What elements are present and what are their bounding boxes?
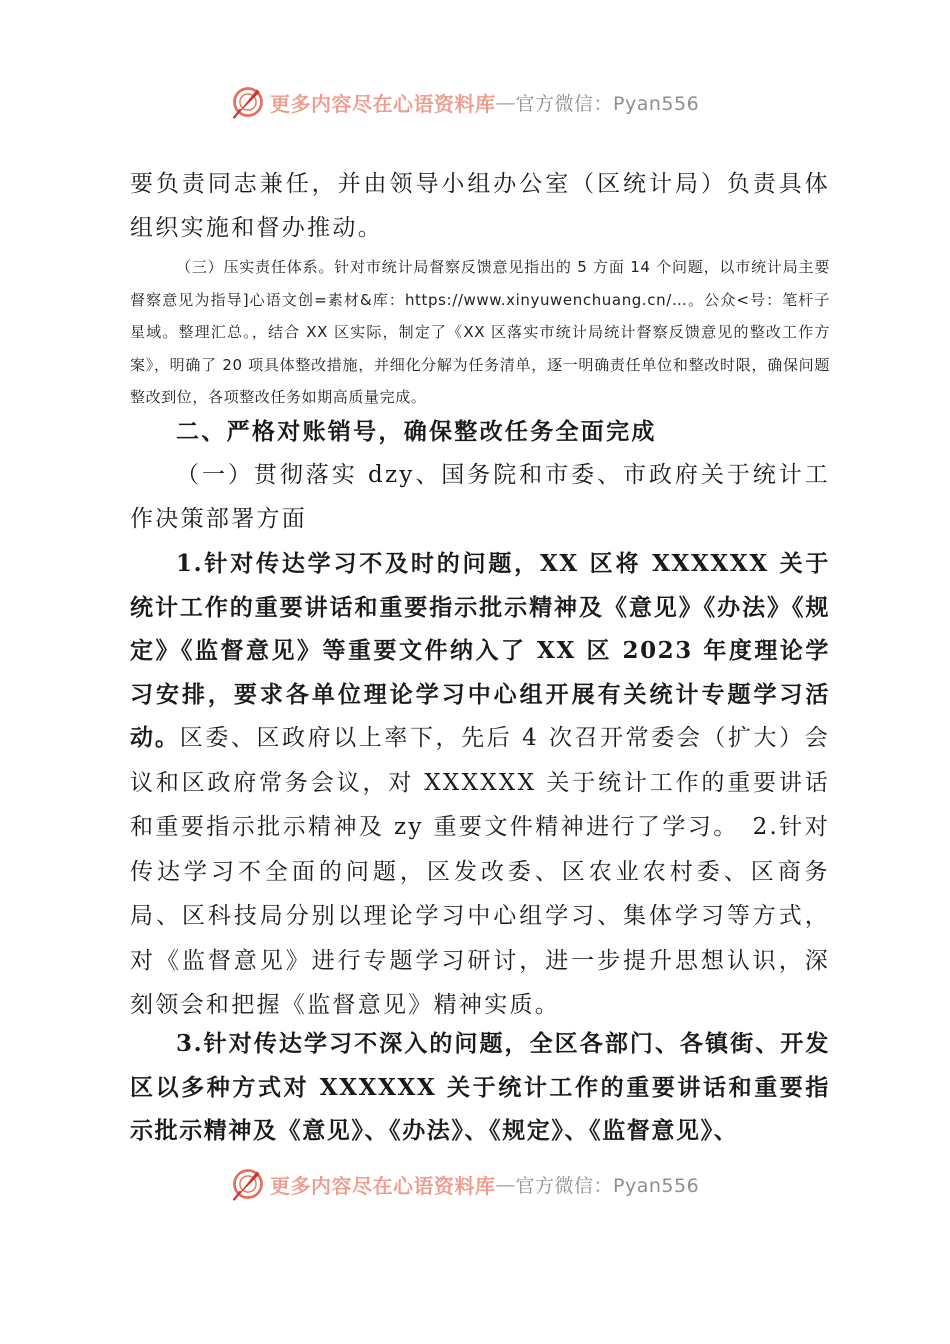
- paragraph-item-1: [130, 542, 830, 1028]
- watermark-text: 更多内容尽在心语资料库: [270, 1173, 496, 1198]
- paragraph-responsibility-system: （三）压实责任体系。针对市统计局督察反馈意见指出的 5 方面 14 个问题，以市统计局主要督察意见为指导]心语文创=素材&库：https://www.xinyuwenchuang.cn/…。公众<号：笔杆子星域。整理汇总。，结合 XX 区实际，制定了《XX 区落实市统计局统计督察反馈意见的整改工作方案》，明确了 20 项具体整改措施，并细化分解为任务清单，逐一明确责任单位和整改时限，确保问题整改到位，各项整改任务如期高质量完成。: [130, 258, 830, 406]
- watermark-separator: —: [495, 90, 516, 114]
- watermark-separator: —: [495, 1172, 516, 1196]
- watermark-banner-bottom: [230, 1164, 750, 1204]
- paragraph-continued: 要负责同志兼任，并由领导小组办公室（区统计局）负责具体组织实施和督办推动。: [130, 171, 830, 241]
- watermark-text: 更多内容尽在心语资料库: [270, 91, 496, 116]
- quill-logo-icon: [230, 1166, 266, 1202]
- quill-logo-icon: [230, 84, 266, 120]
- watermark-contact: 官方微信：Pyan556: [515, 92, 700, 115]
- item-1-bold-text: 1.针对传达学习不及时的问题，XX 区将 XXXXXX 关于统计工作的重要讲话和重要指示批示精神及《意见》《办法》《规定》《监督意见》等重要文件纳入了 XX 区 2023 年度理论学习安排，要求各单位理论学习中心组开展有关统计专题学习活动。: [130, 550, 830, 751]
- section-heading-2: 二、严格对账销号，确保整改任务全面完成: [176, 419, 657, 445]
- subsection-heading-1: （一）贯彻落实 dzy、国务院和市委、市政府关于统计工作决策部署方面: [130, 462, 830, 532]
- watermark-banner-top: [230, 82, 750, 122]
- paragraph-item-3: 3.针对传达学习不深入的问题，全区各部门、各镇街、开发区以多种方式对 XXXXXX 关于统计工作的重要讲话和重要指示批示精神及《意见》、《办法》、《规定》、《监督意见》、: [130, 1030, 830, 1144]
- item-1-normal-text: 区委、区政府以上率下，先后 4 次召开常委会（扩大）会议和区政府常务会议，对 XXXXXX 关于统计工作的重要讲话和重要指示批示精神及 zy 重要文件精神进行了学习。 2.针对传达学习不全面的问题，区发改委、区农业农村委、区商务局、区科技局分别以理论学习中心组学习、集体学习等方式，对《监督意见》进行专题学习研讨，进一步提升思想认识，深刻领会和把握《监督意见》精神实质。: [130, 725, 831, 1018]
- watermark-contact: 官方微信：Pyan556: [515, 1174, 700, 1197]
